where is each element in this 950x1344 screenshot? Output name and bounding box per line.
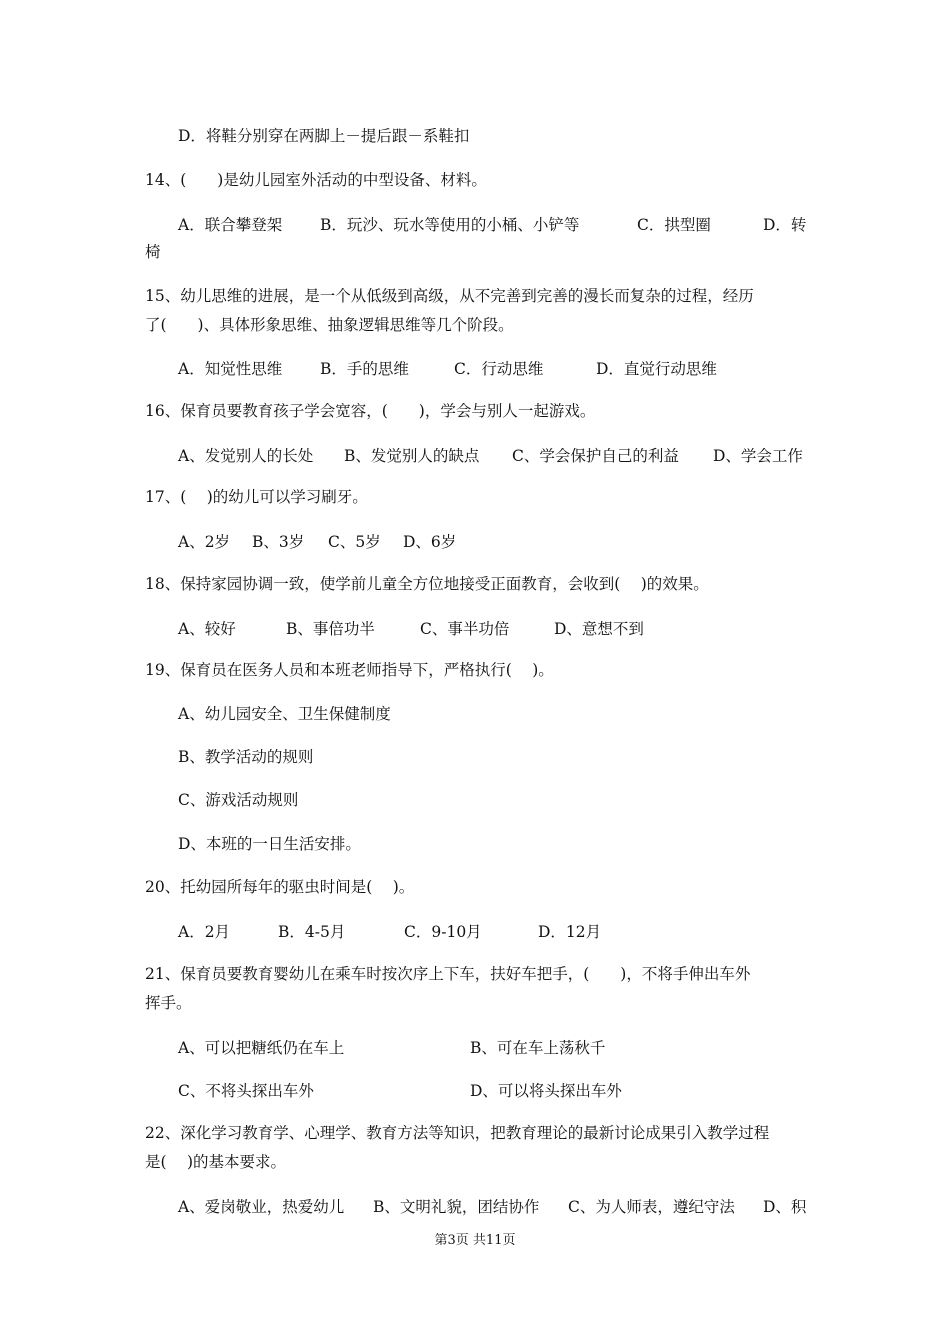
question-14-option-d: D．转 — [763, 216, 807, 234]
question-17-option-a: A、2岁 — [178, 533, 231, 551]
question-19-option-a: A、幼儿园安全、卫生保健制度 — [178, 705, 391, 723]
question-22-option-c: C、为人师表，遵纪守法 — [568, 1198, 735, 1216]
question-22-text-line1: 22、深化学习教育学、心理学、教育方法等知识，把教育理论的最新讨论成果引入教学过程 — [145, 1124, 770, 1142]
question-17-option-d: D、6岁 — [403, 533, 457, 551]
question-17-text: 17、( )的幼儿可以学习刷牙。 — [145, 488, 368, 506]
question-22-option-d: D、积 — [763, 1198, 807, 1216]
question-16-text: 16、保育员要教育孩子学会宽容，( )，学会与别人一起游戏。 — [145, 402, 596, 420]
question-22-text-line2: 是( )的基本要求。 — [145, 1153, 287, 1171]
question-15-text-line1: 15、幼儿思维的进展，是一个从低级到高级，从不完善到完善的漫长而复杂的过程，经历 — [145, 287, 754, 305]
question-19-option-c: C、游戏活动规则 — [178, 791, 299, 809]
question-16-option-c: C、学会保护自己的利益 — [512, 447, 679, 465]
question-15-option-a: A．知觉性思维 — [178, 360, 283, 378]
question-16-option-a: A、发觉别人的长处 — [178, 447, 314, 465]
question-20-text: 20、托幼园所每年的驱虫时间是( )。 — [145, 878, 415, 896]
question-14-option-c: C．拱型圈 — [637, 216, 711, 234]
question-21-text-line1: 21、保育员要教育婴幼儿在乘车时按次序上下车，扶好车把手，( )，不将手伸出车外 — [145, 965, 751, 983]
question-18-option-d: D、意想不到 — [554, 620, 644, 638]
question-20-option-c: C．9-10月 — [404, 923, 482, 941]
question-15-option-c: C．行动思维 — [454, 360, 544, 378]
question-18-text: 18、保持家园协调一致，使学前儿童全方位地接受正面教育，会收到( )的效果。 — [145, 575, 709, 593]
prev-question-option-d: D．将鞋分别穿在两脚上－提后跟－系鞋扣 — [178, 127, 470, 145]
question-18-option-a: A、较好 — [178, 620, 236, 638]
question-20-option-b: B．4-5月 — [278, 923, 346, 941]
question-21-text-line2: 挥手。 — [145, 994, 192, 1012]
question-14-option-a: A．联合攀登架 — [178, 216, 283, 234]
question-16-option-b: B、发觉别人的缺点 — [344, 447, 480, 465]
question-14-option-b: B．玩沙、玩水等使用的小桶、小铲等 — [320, 216, 580, 234]
question-15-text-line2: 了( )、具体形象思维、抽象逻辑思维等几个阶段。 — [145, 316, 514, 334]
question-17-option-b: B、3岁 — [252, 533, 305, 551]
question-15-option-d: D．直觉行动思维 — [596, 360, 717, 378]
question-14-text: 14、( )是幼儿园室外活动的中型设备、材料。 — [145, 171, 487, 189]
question-14-option-wrap: 椅 — [145, 243, 161, 261]
question-15-option-b: B．手的思维 — [320, 360, 409, 378]
question-17-option-c: C、5岁 — [328, 533, 381, 551]
question-22-option-a: A、爱岗敬业，热爱幼儿 — [178, 1198, 345, 1216]
question-20-option-d: D．12月 — [538, 923, 602, 941]
question-20-option-a: A．2月 — [178, 923, 231, 941]
question-18-option-c: C、事半功倍 — [420, 620, 510, 638]
question-18-option-b: B、事倍功半 — [286, 620, 375, 638]
question-21-option-d: D、可以将头探出车外 — [470, 1082, 622, 1100]
question-22-option-b: B、文明礼貌，团结协作 — [373, 1198, 540, 1216]
question-21-option-a: A、可以把糖纸仍在车上 — [178, 1039, 345, 1057]
question-19-option-d: D、本班的一日生活安排。 — [178, 835, 361, 853]
question-16-option-d: D、学会工作 — [713, 447, 803, 465]
question-21-option-b: B、可在车上荡秋千 — [470, 1039, 606, 1057]
page-footer: 第3页 共11页 — [434, 1233, 516, 1248]
question-21-option-c: C、不将头探出车外 — [178, 1082, 314, 1100]
question-19-option-b: B、教学活动的规则 — [178, 748, 314, 766]
question-19-text: 19、保育员在医务人员和本班老师指导下，严格执行( )。 — [145, 661, 554, 679]
